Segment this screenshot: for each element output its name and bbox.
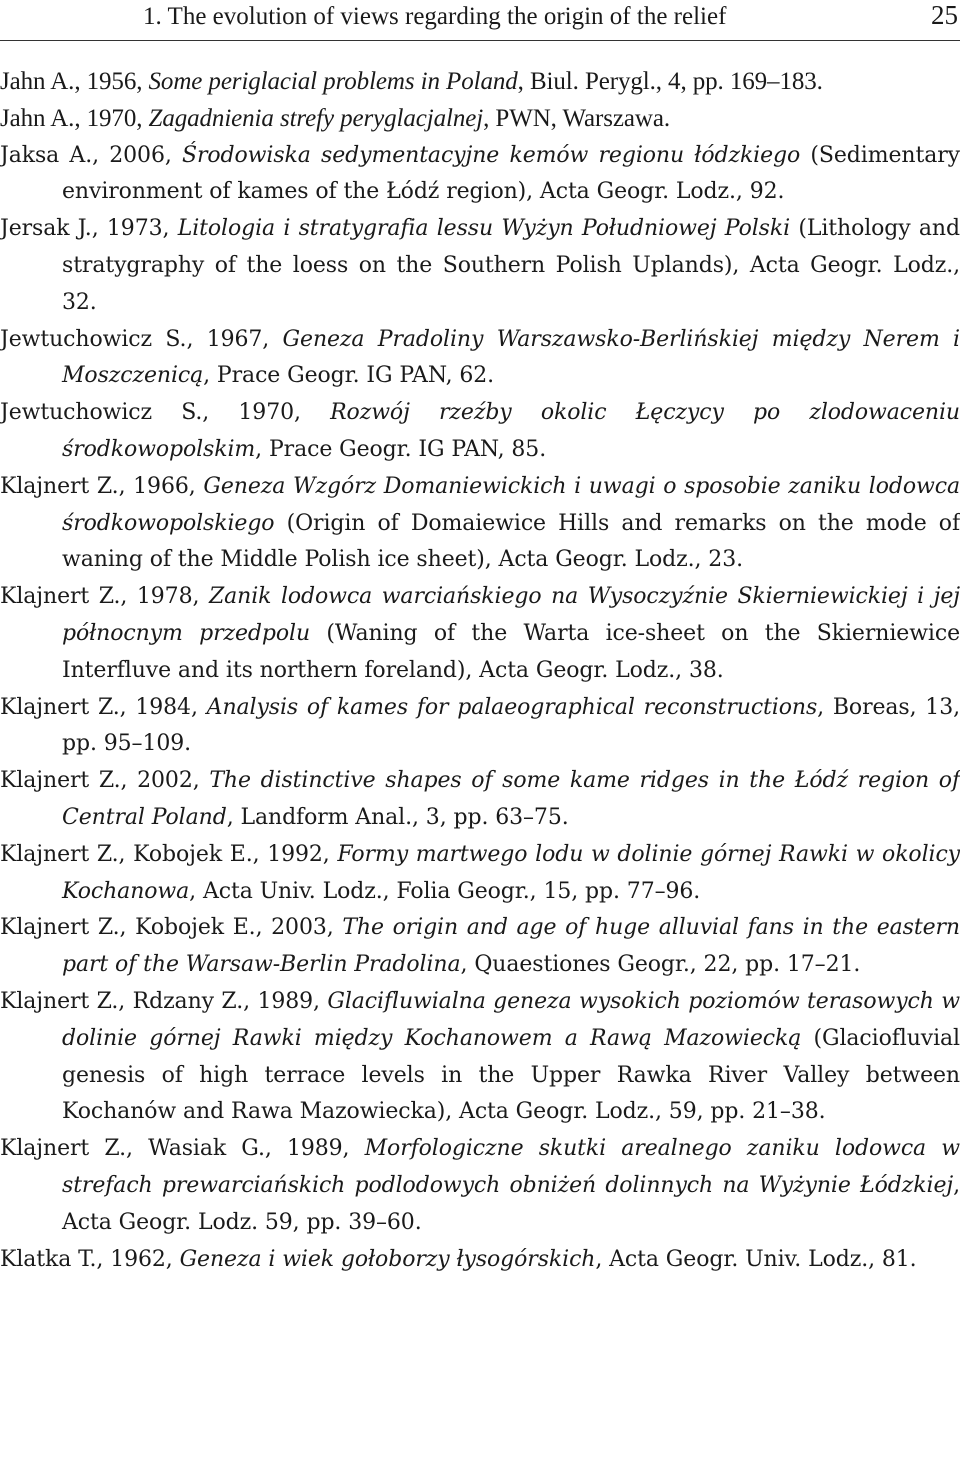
reference-author: Jahn A.: [0, 104, 75, 132]
reference-year: , 1966,: [118, 473, 204, 499]
reference-details: , Boreas, 13, pp. 95–109.: [62, 694, 960, 757]
running-title: 1. The evolution of views regarding the origin of the relief: [143, 3, 727, 30]
reference-year: , 1970,: [74, 104, 149, 132]
reference-title: Analysis of kames for palaeographical reconstructions: [206, 694, 818, 720]
reference-title: Zagadnienia strefy peryglacjalnej: [148, 104, 484, 132]
reference-entry: [0, 138, 960, 212]
reference-year: , 1967,: [186, 326, 283, 352]
reference-year: , 1989,: [264, 1136, 365, 1162]
reference-year: , 1978,: [120, 584, 209, 610]
reference-title: Litologia i stratygrafia lessu Wyżyn Południowej Polski: [177, 216, 791, 242]
reference-entry: [0, 837, 960, 911]
reference-author: Klajnert Z., Wasiak G.: [0, 1136, 265, 1162]
reference-entry: [0, 1242, 960, 1279]
reference-details: (Sedimentary environment of kames of the Łódź region), Acta Geogr. Lodz., 92.: [62, 142, 960, 205]
reference-author: Jaksa A.: [0, 142, 93, 168]
reference-author: Jersak J.: [0, 216, 92, 242]
reference-author: Jewtuchowicz S.: [0, 326, 187, 352]
reference-title: Morfologiczne skutki arealnego zaniku lodowca w strefach prewarciańskich podlodowych obniżeń dolinnych na Wyżynie Łódzkiej: [62, 1136, 960, 1198]
reference-details: , PWN, Warszawa.: [483, 104, 670, 132]
reference-entry: [0, 211, 960, 321]
reference-title: Glacifluwialna geneza wysokich poziomów terasowych w dolinie górnej Rawki między Kochanowem a Rawą Mazowiecką: [62, 988, 960, 1051]
reference-entry: [0, 984, 960, 1131]
reference-author: Klajnert Z.: [0, 584, 121, 610]
reference-year: , 2003,: [255, 915, 343, 941]
reference-details: , Acta Geogr. Lodz. 59, pp. 39–60.: [62, 1172, 960, 1235]
reference-title: Zanik lodowca warciańskiego na Wysoczyźnie Skierniewickiej i jej północnym przedpolu: [62, 584, 960, 646]
reference-details: , Landform Anal., 3, pp. 63–75.: [226, 804, 569, 830]
reference-title: Rozwój rzeźby okolic Łęczycy po zlodowaceniu środkowopolskim: [62, 400, 960, 462]
reference-year: , 1989,: [243, 988, 328, 1014]
reference-author: Klajnert Z.: [0, 473, 119, 499]
reference-author: Klajnert Z.: [0, 768, 121, 794]
reference-details: (Origin of Domaiewice Hills and remarks on the mode of waning of the Middle Polish ice sheet), Acta Geogr. Lodz., 23.: [62, 510, 960, 573]
reference-entry: [0, 579, 960, 689]
page-number: 25: [931, 0, 958, 30]
reference-year: , 2002,: [120, 768, 210, 794]
reference-author: Klatka T.: [0, 1246, 97, 1272]
reference-title: The origin and age of huge alluvial fans in the eastern part of the Warsaw-Berlin Pradolina: [62, 915, 960, 978]
reference-title: Some periglacial problems in Poland: [148, 68, 518, 95]
reference-title: The distinctive shapes of some kame ridges in the Łódź region of Central Poland: [62, 768, 960, 830]
reference-title: Środowiska sedymentacyjne kemów regionu łódzkiego: [182, 142, 801, 168]
reference-author: Klajnert Z., Kobojek E.: [0, 915, 256, 941]
reference-title: Geneza Wzgórz Domaniewickich i uwagi o sposobie zaniku lodowca środkowopolskiego: [62, 473, 960, 536]
reference-entry: [0, 910, 960, 984]
running-header: [0, 0, 960, 41]
reference-year: , 1970,: [202, 400, 331, 426]
reference-details: , Quaestiones Geogr., 22, pp. 17–21.: [460, 952, 861, 978]
reference-author: Jewtuchowicz S.: [0, 400, 203, 426]
reference-entry: [0, 101, 960, 138]
reference-title: Geneza Pradoliny Warszawsko-Berlińskiej między Nerem i Moszczenicą: [62, 326, 960, 389]
reference-year: , 1992,: [252, 841, 338, 867]
reference-details: (Lithology and stratygraphy of the loess on the Southern Polish Uplands), Acta Geogr. Lodz., 32.: [62, 216, 960, 315]
reference-title: Geneza i wiek gołoborzy łysogórskich: [179, 1246, 596, 1272]
reference-author: Klajnert Z., Kobojek E.: [0, 841, 253, 867]
reference-entry: [0, 763, 960, 837]
reference-details: , Acta Univ. Lodz., Folia Geogr., 15, pp. 77–96.: [189, 878, 701, 904]
reference-author: Jahn A.: [0, 68, 75, 95]
reference-author: Klajnert Z.: [0, 694, 120, 720]
reference-details: , Prace Geogr. IG PAN, 62.: [203, 363, 495, 389]
reference-entry: [0, 322, 960, 396]
reference-year: , 1956,: [74, 68, 149, 95]
reference-author: Klajnert Z., Rdzany Z.: [0, 988, 244, 1014]
reference-year: , 2006,: [92, 142, 182, 168]
reference-year: , 1973,: [91, 216, 178, 242]
reference-details: , Prace Geogr. IG PAN, 85.: [255, 436, 547, 462]
reference-entry: [0, 64, 960, 101]
reference-entry: [0, 690, 960, 764]
reference-year: , 1962,: [96, 1246, 180, 1272]
reference-details: , Acta Geogr. Univ. Lodz., 81.: [595, 1246, 917, 1272]
reference-details: (Waning of the Warta ice-sheet on the Skierniewice Interfluve and its northern foreland), Acta Geogr. Lodz., 38.: [62, 620, 960, 683]
reference-title: Formy martwego lodu w dolinie górnej Rawki w okolicy Kochanowa: [62, 841, 960, 904]
reference-details: , Biul. Perygl., 4, pp. 169–183.: [517, 68, 823, 95]
reference-entry: [0, 1131, 960, 1241]
reference-entry: [0, 469, 960, 579]
reference-list: [0, 64, 960, 1278]
reference-entry: [0, 395, 960, 469]
reference-details: (Glaciofluvial genesis of high terrace levels in the Upper Rawka River Valley between Kochanów and Rawa Mazowiecka), Acta Geogr. Lodz., 59, pp. 21–38.: [62, 1025, 960, 1125]
reference-year: , 1984,: [119, 694, 207, 720]
